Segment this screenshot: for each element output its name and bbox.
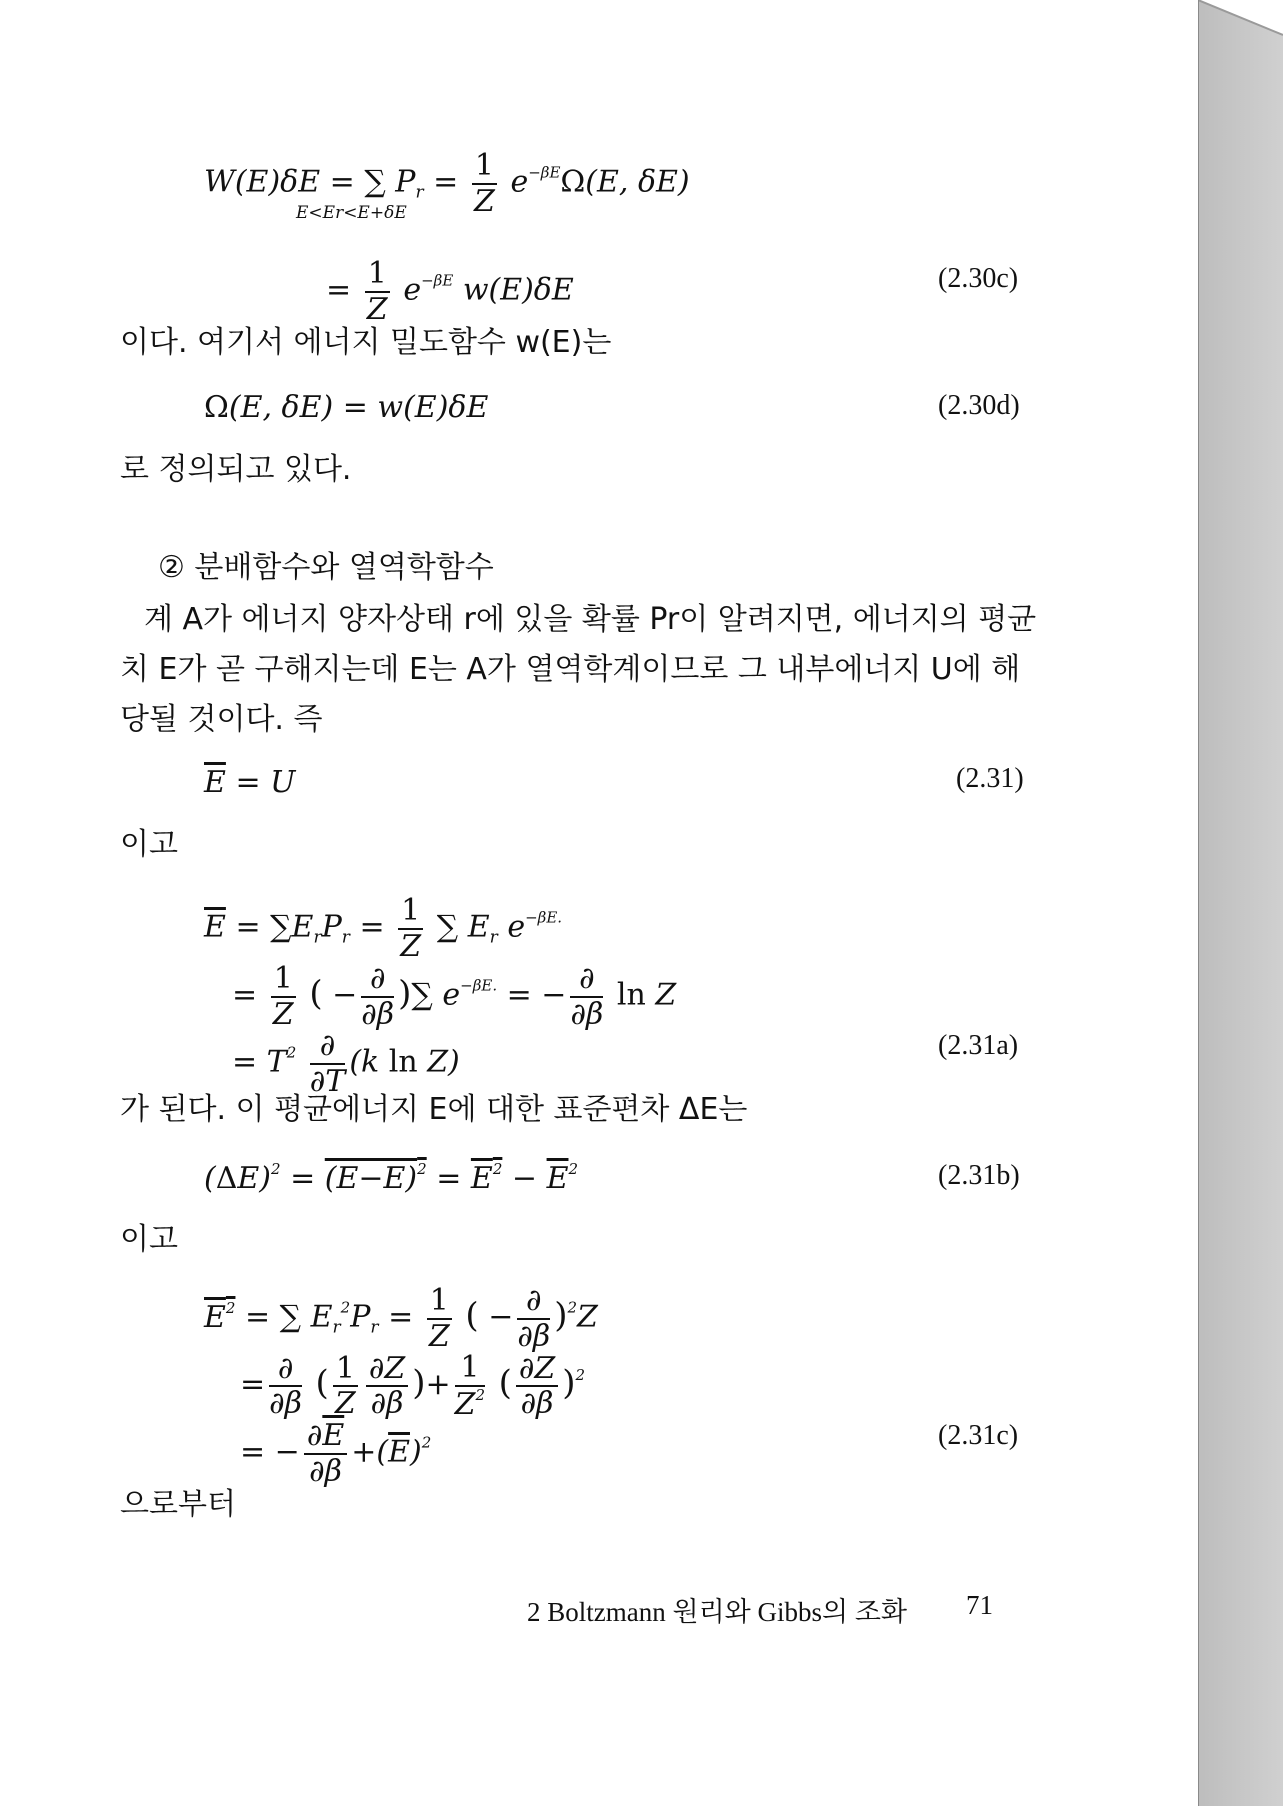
equation-2-31c-line2: = $\frac{\partial}{\partial\beta}$ ( $\frac{1}{Z}$ $\frac{\partial Z}{\partial\beta}$ )+ $\frac{1}{Z^2}$ ( $\frac{\partial Z}{\partial\beta}$ )$^2$ (240, 1350, 586, 1422)
running-title: 2 Boltzmann 원리와 Gibbs의 조화 (527, 1597, 907, 1627)
prose-line: 가 된다. 이 평균에너지 E에 대한 표준편차 ΔE는 (120, 1092, 748, 1127)
equation-2-31a-line2: = $\frac{1}{Z}$ ( − $\frac{\partial}{\partial\beta}$ )∑ $e^{-\beta E.}$ = − $\frac{\partial}{\partial\beta}$ ln Z (232, 961, 677, 1032)
section-heading: ② 분배함수와 열역학함수 (158, 550, 494, 585)
page-number: 71 (966, 1590, 993, 1620)
equation-2-31a-line1: $\overline{E} = \sum E_rP_r$ = $\frac{1}{Z}$ ∑ $E_r$ $e^{-\beta E.}$ (204, 893, 563, 964)
equation-2-31c-line3: = − $\frac{\partial\overline{E}}{\partial\beta}$ $+(\overline{E})^2$ (240, 1418, 432, 1489)
equation-2-31a-line3: = $T^2$ $\frac{\partial}{\partial T}$ (k ln Z) (232, 1028, 460, 1099)
paragraph-line: 당될 것이다. 즉 (120, 702, 323, 737)
paragraph-line: 계 A가 에너지 양자상태 r에 있을 확률 Pr이 알려지면, 에너지의 평균 (144, 602, 1037, 637)
equation-label: (2.30d) (938, 390, 1020, 421)
equation-2-30c-line1: W(E)δE = ∑ $P_r$ = $\frac{1}{Z}$ $e^{-\beta E}\Omega(E$, δE) (204, 148, 690, 219)
equation-2-31c-line1: $E^2$ = ∑ $E_r^2P_r$ = $\frac{1}{Z}$ ( − $\frac{\partial}{\partial\beta}$ )$^2$Z (204, 1283, 598, 1354)
equation-2-30d: Ω(E, δE) = w(E)δE (204, 390, 489, 425)
prose-line: 이다. 여기서 에너지 밀도함수 w(E)는 (120, 325, 612, 360)
prose-line: 으로부터 (120, 1487, 236, 1522)
paragraph-line: 치 E가 곧 구해지는데 E는 A가 열역학계이므로 그 내부에너지 U에 해 (120, 652, 1021, 687)
equation-2-31b: $(\Delta E)^2 = (E-E)^2 = E^2 - \overline{E}^2$ (204, 1160, 579, 1196)
equation-label: (2.31b) (938, 1160, 1020, 1191)
equation-2-30c-line2: = $\frac{1}{Z}$ $e^{-\beta E}$ w(E)δE (326, 256, 574, 327)
book-edge (1198, 0, 1283, 1806)
equation-label: (2.31c) (938, 1420, 1019, 1451)
sum-range: E<Er<E+δE (296, 203, 407, 223)
prose-line: 로 정의되고 있다. (120, 452, 352, 487)
equation-label: (2.31a) (938, 1030, 1019, 1061)
equation-2-31: $\overline{E} = U$ (204, 765, 296, 800)
prose-line: 이고 (120, 827, 178, 862)
prose-line: 이고 (120, 1222, 178, 1257)
equation-label: (2.30c) (938, 263, 1019, 294)
equation-label: (2.31) (956, 763, 1024, 794)
